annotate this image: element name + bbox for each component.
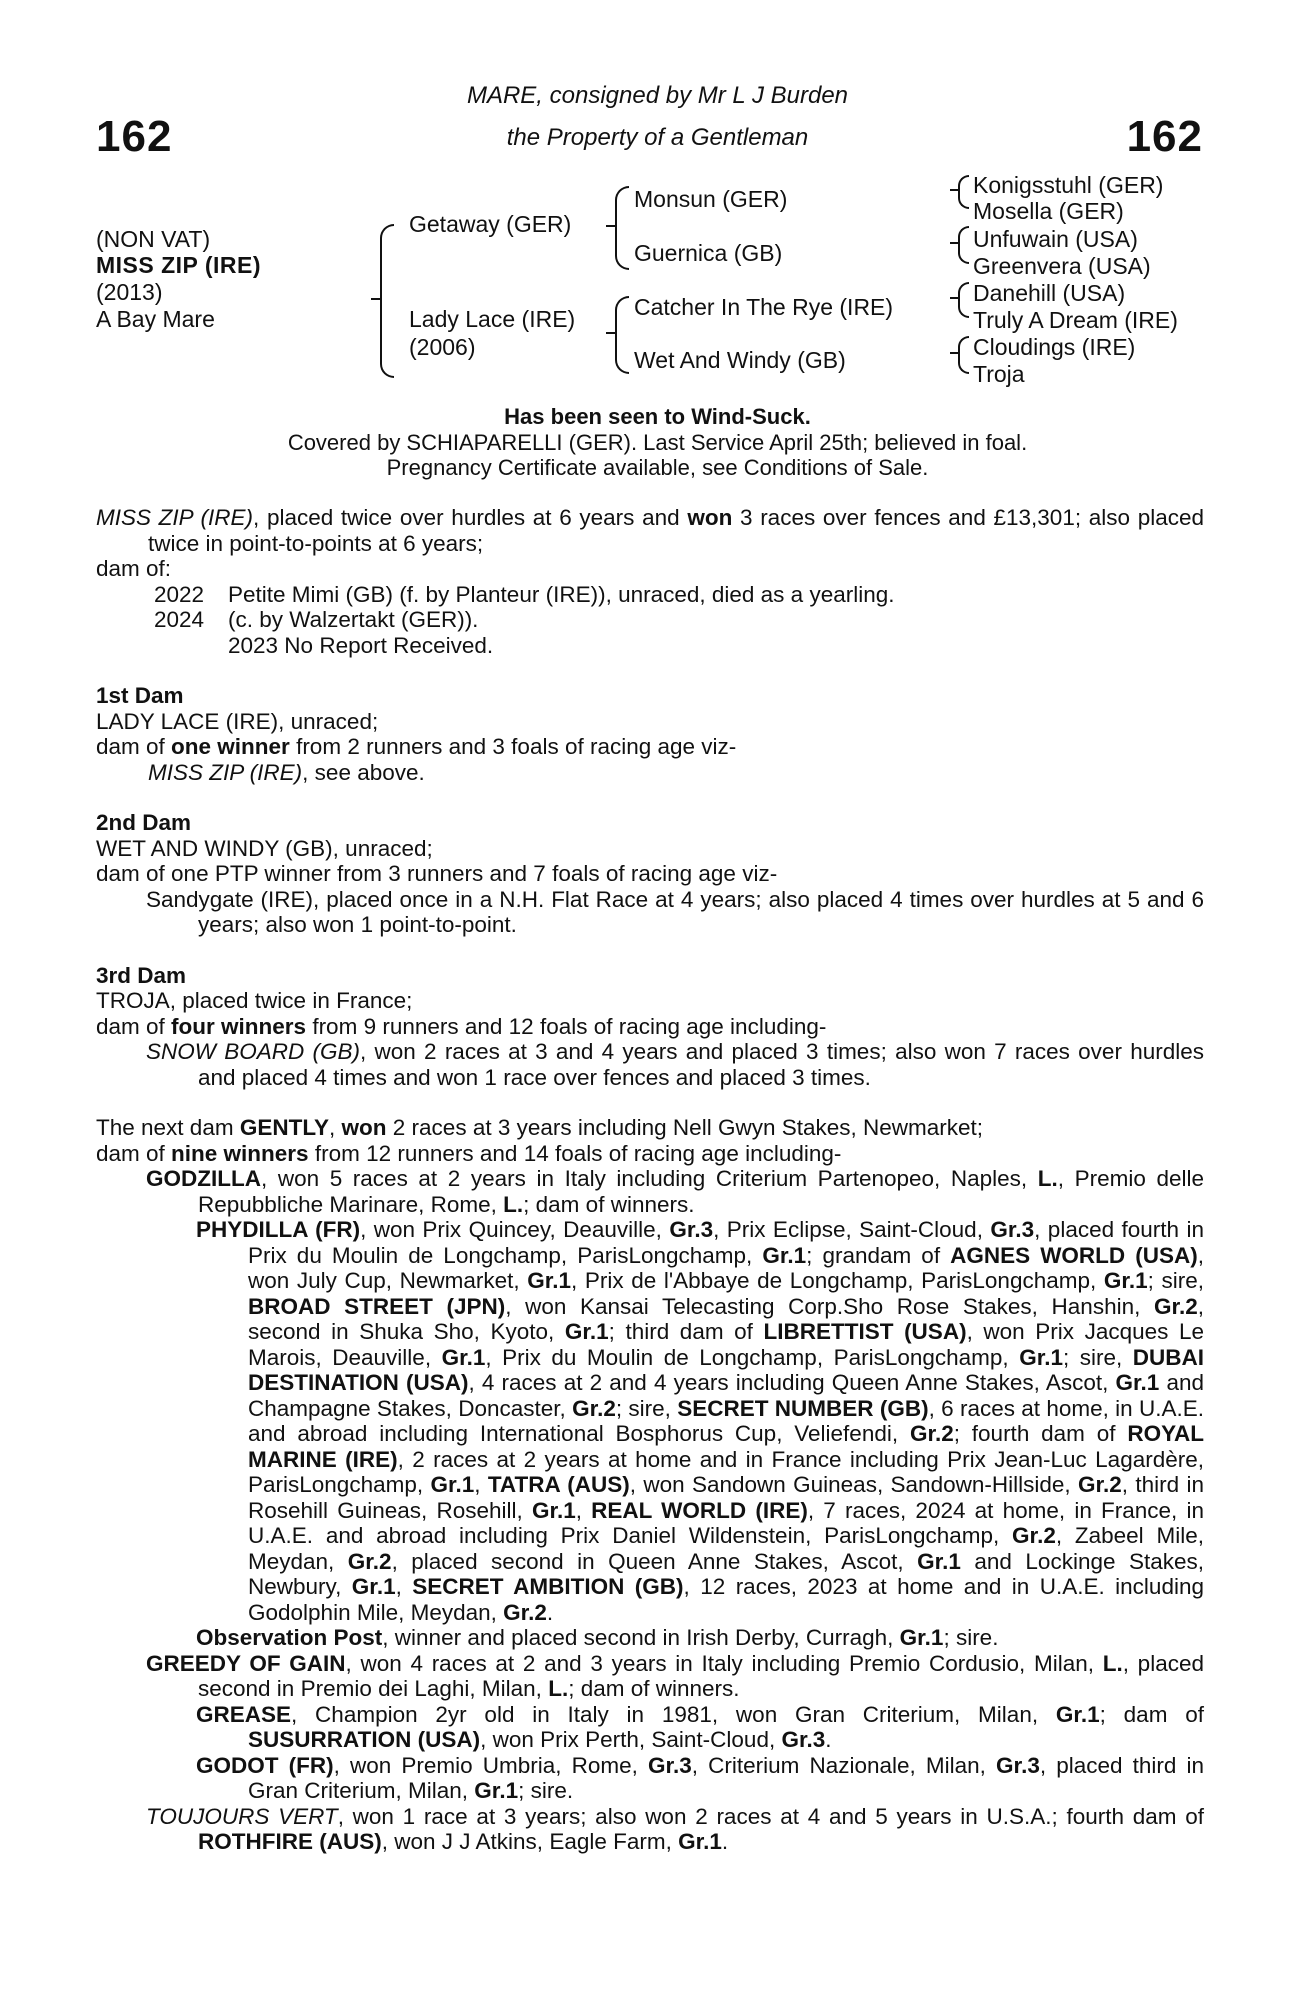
godot-entry: GODOT (FR), won Premio Umbria, Rome, Gr.3, Criterium Nazionale, Milan, Gr.3, placed third in Gran Criterium, Milan, Gr.1; sire. [196, 1752, 1204, 1803]
observation-post-entry: Observation Post, winner and placed second in Irish Derby, Curragh, Gr.1; sire. [196, 1625, 999, 1650]
horse-year: (2013) [96, 279, 163, 305]
second-dam-progeny: Sandygate (IRE), placed once in a N.H. Flat Race at 4 years; also placed 4 times over hurdles at 5 and 6 years; also won 1 point-to-point. [146, 886, 1204, 937]
second-dam-line: WET AND WINDY (GB), unraced; [96, 835, 433, 861]
brace-g1 [958, 175, 969, 209]
brace-dam [615, 296, 629, 374]
consigned-line: MARE, consigned by Mr L J Burden [466, 82, 849, 109]
brace-g3-tip [950, 297, 958, 299]
brace-dam-tip [606, 332, 615, 334]
brace-g2-tip [950, 242, 958, 244]
pedigree-g1: Konigsstuhl (GER) [973, 172, 1164, 198]
brace-sire-tip [606, 225, 615, 227]
pedigree-g4: Greenvera (USA) [973, 253, 1151, 279]
horse-description: A Bay Mare [96, 306, 215, 332]
pedigree-g3: Unfuwain (USA) [973, 226, 1138, 252]
first-dam-progeny: MISS ZIP (IRE), see above. [148, 759, 425, 785]
pedigree-dam-year: (2006) [409, 334, 476, 360]
pedigree-sire-sire: Monsun (GER) [634, 186, 788, 212]
greedy-of-gain-entry: GREEDY OF GAIN, won 4 races at 2 and 3 years in Italy including Premio Cordusio, Milan, L., placed second in Premio dei Laghi, Milan, L.; dam of winners. [146, 1650, 1204, 1701]
pedigree-dam-sire: Catcher In The Rye (IRE) [634, 294, 894, 320]
vat-status: (NON VAT) [96, 226, 211, 252]
brace-g1-tip [950, 189, 958, 191]
pedigree-sire: Getaway (GER) [409, 211, 572, 237]
miss-zip-paragraph: MISS ZIP (IRE), placed twice over hurdles at 6 years and won 3 races over fences and £13,301; also placed twice in point-to-points at 6 years; [96, 505, 1205, 556]
brace-gen1-tip [371, 298, 380, 300]
horse-name: MISS ZIP (IRE) [96, 252, 262, 278]
second-dam-line: dam of one PTP winner from 3 runners and 7 foals of racing age viz- [96, 861, 778, 886]
brace-sire [615, 186, 629, 270]
catalogue-body [96, 505, 1204, 1855]
next-dam-line: The next dam GENTLY, won 2 races at 3 years including Nell Gwyn Stakes, Newmarket; [96, 1115, 984, 1140]
pedigree-g5: Danehill (USA) [973, 280, 1126, 306]
pedigree-sire-dam: Guernica (GB) [634, 240, 783, 266]
next-dam-line: dam of nine winners from 12 runners and 14 foals of racing age including- [96, 1140, 842, 1166]
brace-g4-tip [950, 352, 958, 354]
godzilla-entry: GODZILLA, won 5 races at 2 years in Italy including Criterium Partenopeo, Naples, L., Premio delle Repubbliche Marinare, Rome, L.; dam of winners. [146, 1166, 1205, 1217]
lot-number-right: 162 [1126, 112, 1203, 161]
property-line: the Property of a Gentleman [506, 124, 809, 151]
miss-zip-dam-of: dam of: [96, 556, 172, 581]
lot-number-left: 162 [96, 112, 173, 161]
third-dam-line: TROJA, placed twice in France; [96, 988, 413, 1013]
third-dam-progeny: SNOW BOARD (GB), won 2 races at 3 and 4 years and placed 3 times; also won 7 races over hurdles and placed 4 times and won 1 race over fences and placed 3 times. [146, 1039, 1204, 1090]
pedigree-g8: Troja [973, 361, 1025, 387]
windsuck-note: Has been seen to Wind-Suck. [504, 404, 811, 429]
toujours-vert-entry: TOUJOURS VERT, won 1 race at 3 years; also won 2 races at 4 and 5 years in U.S.A.; fourth dam of ROTHFIRE (AUS), won J J Atkins, Eagle Farm, Gr.1. [146, 1803, 1204, 1854]
first-dam-heading: 1st Dam [96, 683, 184, 708]
progeny-note: 2023 No Report Received. [228, 632, 494, 658]
pedigree-g2: Mosella (GER) [973, 198, 1124, 224]
pregnancy-note: Pregnancy Certificate available, see Conditions of Sale. [386, 455, 929, 480]
first-dam-line: LADY LACE (IRE), unraced; [96, 708, 379, 734]
third-dam-line: dam of four winners from 9 runners and 12 foals of racing age including- [96, 1013, 827, 1039]
second-dam-heading: 2nd Dam [96, 810, 192, 835]
grease-entry: GREASE, Champion 2yr old in Italy in 1981, won Gran Criterium, Milan, Gr.1; dam of SUSURRATION (USA), won Prix Perth, Saint-Cloud, Gr.3. [196, 1701, 1204, 1752]
pedigree-g6: Truly A Dream (IRE) [973, 307, 1178, 333]
pedigree-g7: Cloudings (IRE) [973, 334, 1136, 360]
third-dam-heading: 3rd Dam [96, 962, 187, 988]
progeny-row: 2024 (c. by Walzertakt (GER)). [153, 607, 479, 632]
brace-g3 [958, 282, 969, 318]
brace-gen1 [380, 224, 394, 378]
pedigree-dam-dam: Wet And Windy (GB) [634, 347, 846, 373]
phydilla-entry: PHYDILLA (FR), won Prix Quincey, Deauville, Gr.3, Prix Eclipse, Saint-Cloud, Gr.3, placed fourth in Prix du Moulin de Longchamp, ParisLongchamp, Gr.1; grandam of AGNES WORLD (USA), won July Cup, Newmarket, Gr.1, Prix de l'Abbaye de Longchamp, ParisLongchamp, Gr.1; sire, BROAD STREET (JPN), won Kansai Telecasting Corp.Sho Rose Stakes, Hanshin, Gr.2, second in Shuka Sho, Kyoto, Gr.1; third dam of LIBRETTIST (USA), won Prix Jacques Le Marois, Deauville, Gr.1, Prix du Moulin de Longchamp, ParisLongchamp, Gr.1; sire, DUBAI DESTINATION (USA), 4 races at 2 and 4 years including Queen Anne Stakes, Ascot, Gr.1 and Champagne Stakes, Doncaster, Gr.2; sire, SECRET NUMBER (GB), 6 races at home, in U.A.E. and abroad including International Bosphorus Cup, Veliefendi, Gr.2; fourth dam of ROYAL MARINE (IRE), 2 races at 2 years at home and in France including Prix Jean-Luc Lagardère, ParisLongchamp, Gr.1, TATRA (AUS), won Sandown Guineas, Sandown-Hillside, Gr.2, third in Rosehill Guineas, Rosehill, Gr.1, REAL WORLD (IRE), 7 races, 2024 at home, in France, in U.A.E. and abroad including Prix Daniel Wildenstein, ParisLongchamp, Gr.2, Zabeel Mile, Meydan, Gr.2, placed second in Queen Anne Stakes, Ascot, Gr.1 and Lockinge Stakes, Newbury, Gr.1, SECRET AMBITION (GB), 12 races, 2023 at home and in U.A.E. including Godolphin Mile, Meydan, Gr.2. [196, 1217, 1205, 1625]
covered-note: Covered by SCHIAPARELLI (GER). Last Service April 25th; believed in foal. [287, 430, 1028, 455]
brace-g4 [958, 336, 969, 374]
progeny-row: 2022 Petite Mimi (GB) (f. by Planteur (IRE)), unraced, died as a yearling. [153, 581, 895, 607]
brace-g2 [958, 226, 969, 264]
pedigree-dam: Lady Lace (IRE) [409, 306, 576, 332]
first-dam-line: dam of one winner from 2 runners and 3 foals of racing age viz- [96, 734, 737, 759]
